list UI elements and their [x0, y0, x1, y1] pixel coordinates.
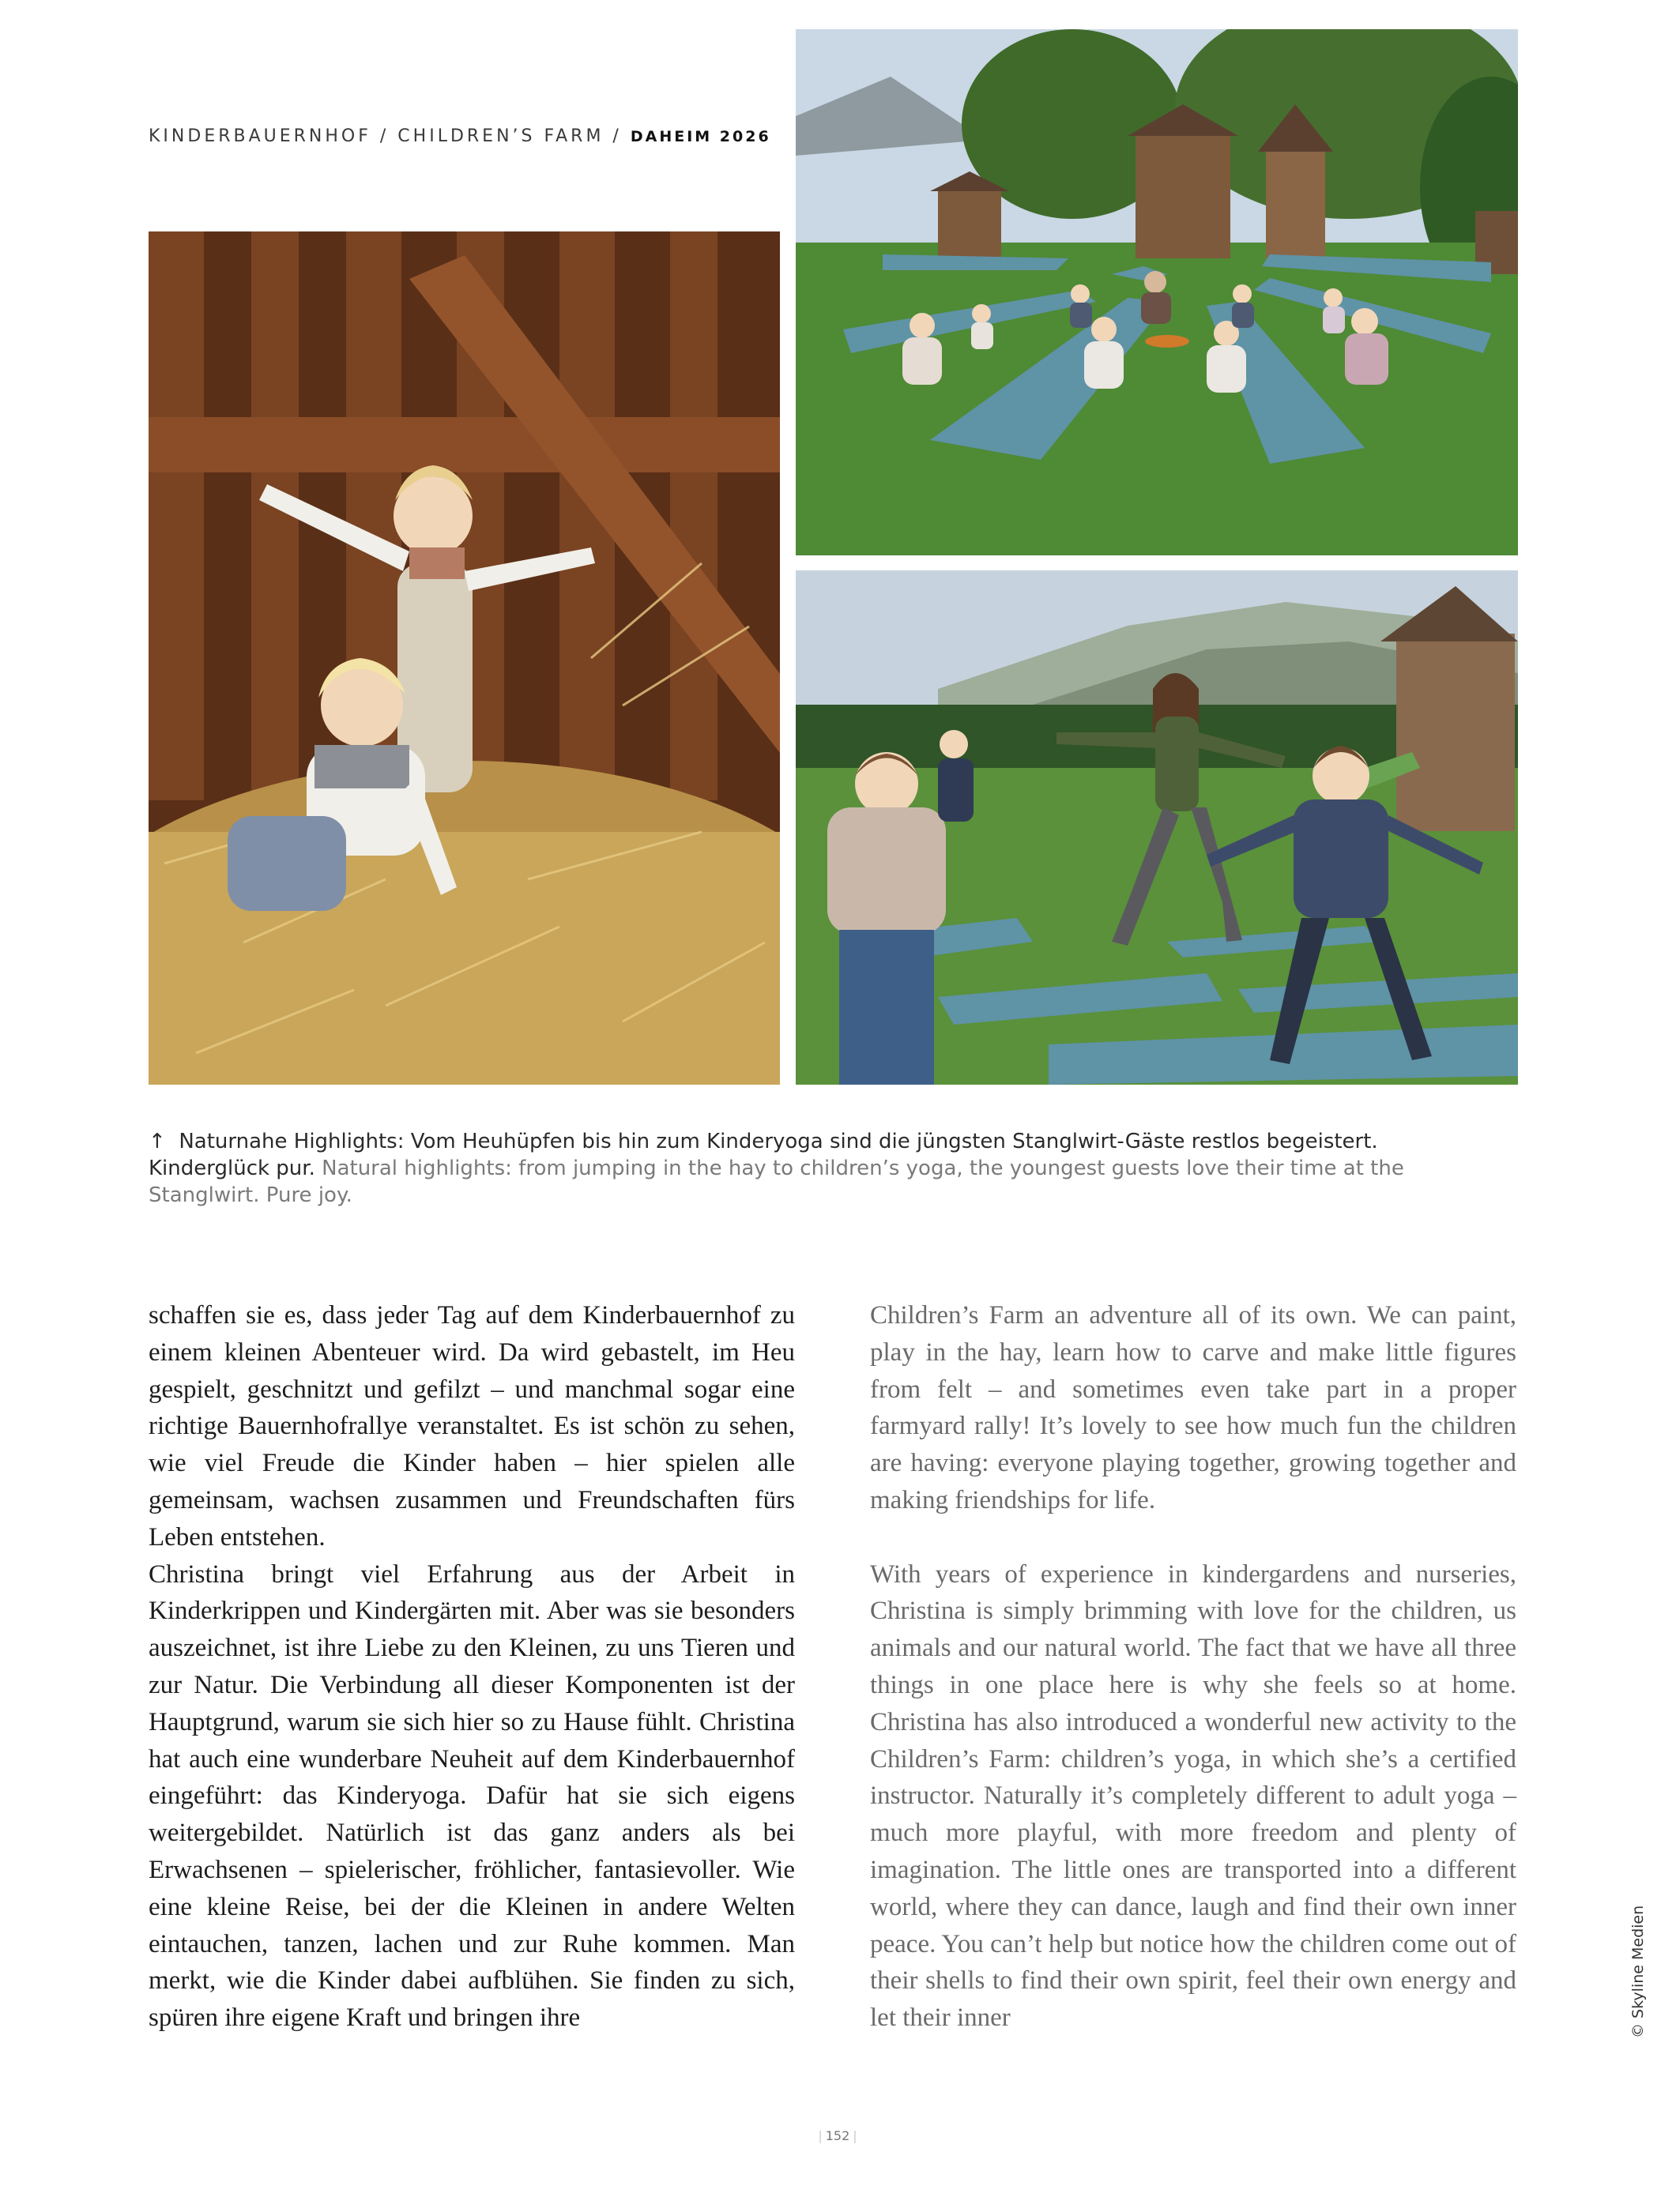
photo-caption — [149, 1128, 1492, 1209]
caption-english: Natural highlights: from jumping in the hay to children’s yoga, the youngest guests love their time at the Stanglwirt. Pure joy. — [149, 1157, 1404, 1207]
english-paragraph-1: Children’s Farm an adventure all of its own. We can paint, play in the hay, learn how to carve and make little figures from felt – and sometimes even take part in a proper farmyard rally! It’s lovely to see how much fun the children are having: everyone playing together, growing together and making friendships for life. — [870, 1301, 1516, 1514]
german-article-column — [149, 1297, 795, 2037]
german-paragraph-2: Christina bringt viel Erfahrung aus der Arbeit in Kinderkrippen und Kindergärten mit. Aber was sie besonders auszeichnet, ist ihre Liebe zu den Kleinen, zu uns Tieren und zur Natur. Die Verbindung all dieser Komponenten ist der Hauptgrund, warum sie sich hier so zu Hause fühlt. Christina hat auch eine wunderbare Neuheit auf dem Kinderbauernhof eingeführt: das Kinderyoga. Dafür hat sie sich eigens weitergebildet. Natürlich ist das ganz anders als bei Erwachsenen – spielerischer, fröhlicher, fantasievoller. Wie eine kleine Reise, bei der die Kleinen in andere Welten eintauchen, tanzen, lachen und zur Ruhe kommen. Man merkt, wie die Kinder dabei aufblühen. Sie finden zu sich, spüren ihre eigene Kraft und bringen ihre — [149, 1559, 795, 2033]
german-paragraph-1: schaffen sie es, dass jeder Tag auf dem Kinderbauernhof zu einem kleinen Abenteuer wird. Da wird gebastelt, im Heu gespielt, geschnitzt und gefilzt – und manchmal sogar eine richtige Bauernhofrallye veranstaltet. Es ist schön zu sehen, wie viel Freude die Kinder haben – hier spielen alle gemeinsam, wachsen zusammen und Freundschaften fürs Leben entstehen. — [149, 1301, 795, 1552]
hay-barn-illustration — [149, 231, 780, 1085]
english-paragraph-2: With years of experience in kindergardens and nurseries, Christina is simply brimming with love for the children, us animals and our natural world. The fact that we have all three things in one place here is why she feels so at home. Christina has also introduced a wonderful new activity to the Children’s Farm: children’s yoga, in which she’s a certified instructor. Naturally it’s completely different to adult yoga – much more playful, with more freedom and plenty of imagination. The little ones are transported into a different world, where they can dance, laugh and find their own inner peace. You can’t help but notice how the children come out of their shells to find their own spirit, feel their own energy and let their inner — [870, 1559, 1516, 2033]
photo-children-in-hay — [149, 231, 780, 1085]
photo-yoga-instructor — [796, 570, 1518, 1085]
yoga-circle-illustration — [796, 29, 1518, 555]
photo-credit: © Skyline Medien — [1629, 1905, 1647, 2038]
arrow-up-icon: ↑ — [149, 1130, 166, 1153]
header-year: DAHEIM 2026 — [630, 128, 771, 145]
caption-german: Naturnahe Highlights: Vom Heuhüpfen bis hin zum Kinderyoga sind die jüngsten Stanglwirt-Gäste restlos begeistert. Kinderglück pur. — [149, 1130, 1378, 1180]
header-section: KINDERBAUERNHOF / CHILDREN’S FARM / — [149, 126, 631, 146]
page-number: | 152 | — [814, 2128, 861, 2143]
photo-yoga-circle — [796, 29, 1518, 555]
english-article-column — [870, 1297, 1516, 2037]
yoga-instructor-illustration — [796, 570, 1518, 1085]
running-header — [149, 126, 771, 146]
